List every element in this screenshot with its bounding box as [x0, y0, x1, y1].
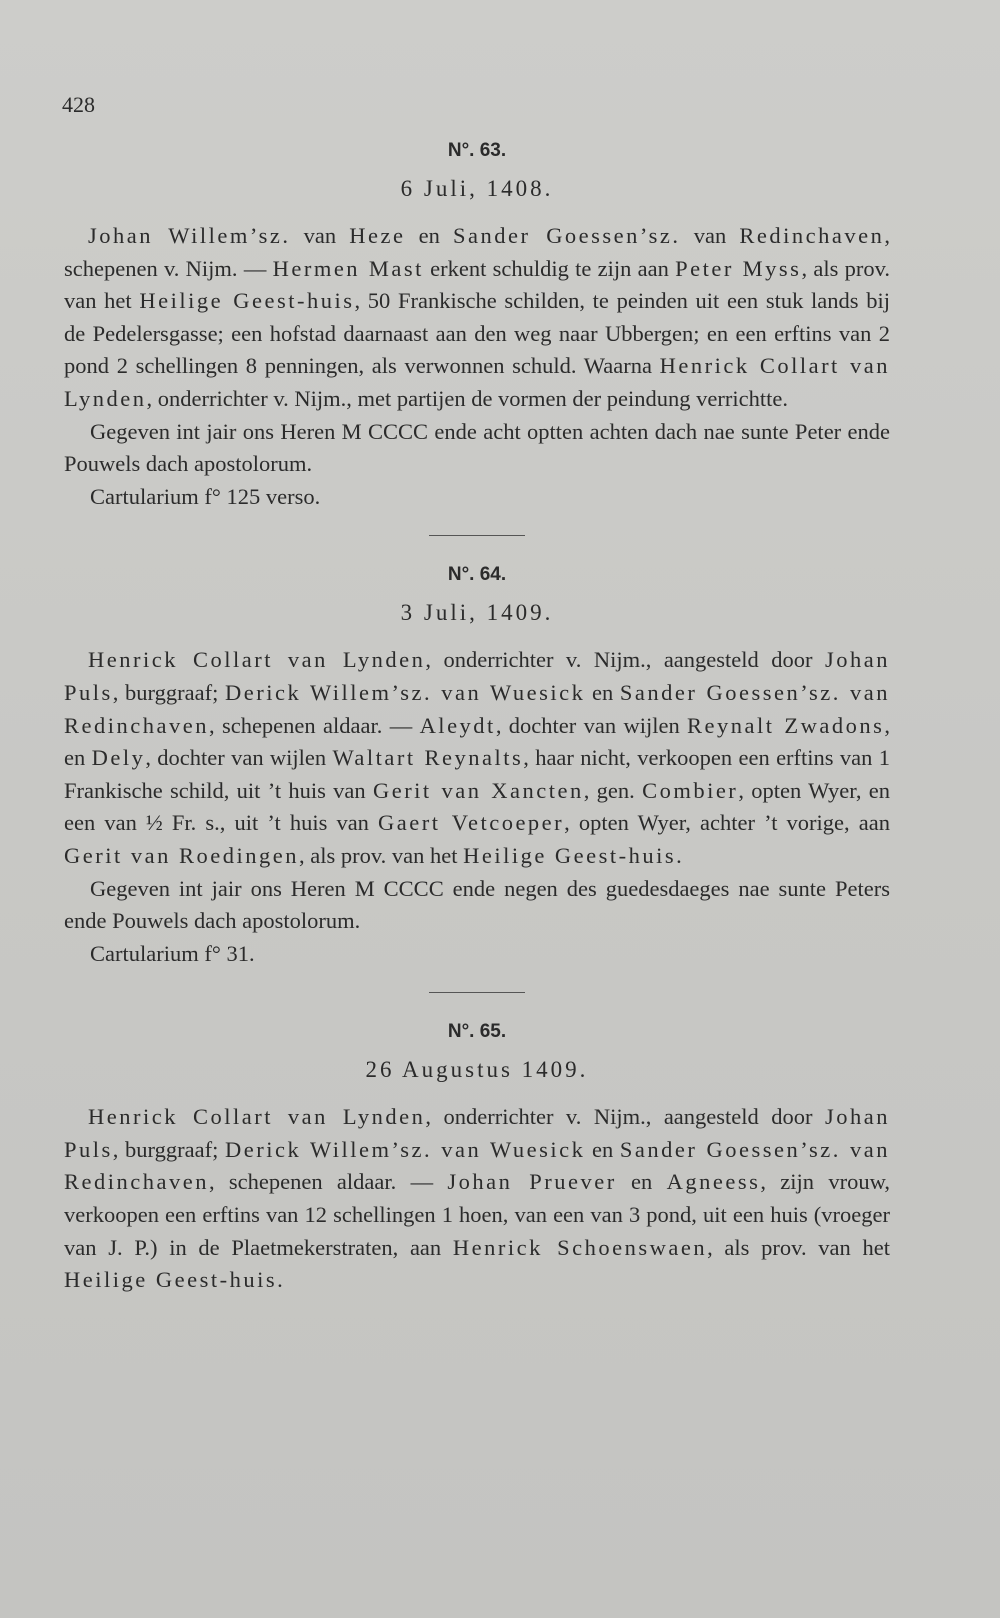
spaced-name: Reynalt Zwadons [687, 712, 885, 738]
entry-65 [64, 1021, 890, 1297]
body-text: , 50 Frankische schilden, te peinden uit een stuk lands bij de Pedelersgasse; een hofstad daarnaast aan den weg naar Ubbergen; en een erftins van 2 pond 2 schellingen 8 penningen, als verwonnen schuld. Waarna [64, 288, 890, 379]
body-text: . [676, 842, 682, 868]
spaced-name: Henrick Collart van Lynden [64, 353, 890, 411]
spaced-name: Agneess [666, 1169, 761, 1195]
entry-body [64, 1101, 890, 1297]
spaced-name: Peter Myss [675, 255, 802, 281]
spaced-name: Heze [349, 223, 406, 248]
body-text: , burggraaf; [112, 679, 225, 705]
spaced-name: Henrick Collart van Lynden [88, 1104, 426, 1130]
body-text: , en [64, 712, 890, 771]
body-text: , als prov. van het [64, 255, 891, 314]
entry-body [64, 644, 890, 872]
body-text: , dochter van wijlen [145, 745, 333, 771]
spaced-name: Sander Goessen’sz. van Redinchaven [64, 1136, 890, 1195]
spaced-name: Gerit van Roedingen [64, 842, 299, 868]
spaced-name: Redinchaven [739, 223, 885, 248]
body-text: , gen. [583, 777, 643, 803]
spaced-name: Henrick Schoenswaen [452, 1234, 708, 1260]
spaced-name: Johan Puls [64, 1104, 890, 1162]
spaced-name: Heilige Geest-huis [139, 288, 355, 314]
body-text: en [405, 223, 454, 248]
spaced-name: Heilige Geest-huis [64, 1267, 278, 1293]
section-divider [429, 992, 525, 993]
body-text: , dochter van wijlen [495, 712, 688, 738]
body-text: , als prov. van het [707, 1234, 891, 1260]
spaced-name: Johan Willem’sz. [88, 223, 291, 248]
page-content [64, 140, 890, 1297]
body-text: , burggraaf; [112, 1136, 225, 1162]
spaced-name: Hermen Mast [272, 255, 424, 281]
spaced-name: Johan Puls [64, 647, 890, 705]
body-text: erkent schuldig te zijn aan [423, 255, 676, 281]
body-text: , onderrichter v. Nijm., aangesteld door [425, 647, 825, 673]
entry-dating: Gegeven int jair ons Heren M CCCC ende negen des guedesdaeges nae sunte Peters ende Pouwels dach apostolorum. [64, 875, 890, 934]
body-text: , opten Wyer, achter ’t vorige, aan [564, 810, 890, 836]
spaced-name: Waltart Reynalts [332, 745, 524, 771]
spaced-name: Dely [91, 745, 146, 771]
body-text: , schepenen aldaar. — [208, 712, 420, 738]
spaced-name: Gaert Vetcoeper [378, 810, 565, 836]
entry-64 [64, 564, 890, 970]
entry-number: N°. 64. [447, 564, 507, 586]
spaced-name: Aleydt [419, 712, 496, 738]
body-text: , onderrichter v. Nijm., aangesteld door [425, 1104, 825, 1130]
spaced-name: Derick Willem’sz. van Wuesick [225, 679, 586, 705]
page-number: 428 [62, 92, 95, 117]
section-divider [429, 535, 525, 536]
body-text: en [616, 1169, 667, 1195]
entry-body [64, 220, 890, 416]
body-text: en [585, 679, 620, 705]
entry-date: 6 Juli, 1408. [400, 176, 554, 201]
entry-dating: Gegeven int jair ons Heren M CCCC ende acht optten achten dach nae sunte Peter ende Pouwels dach apostolorum. [64, 418, 890, 477]
body-text: , als prov. van het [298, 842, 464, 868]
body-text: , zijn vrouw, verkoopen een erftins van 12 schellingen 1 hoen, van een van 3 pond, uit een huis (vroeger van J. P.) in de Plaetmekerstraten, aan [64, 1169, 891, 1260]
body-text: , onderrichter v. Nijm., met partijen de vormen der peindung verrichtte. [146, 385, 788, 411]
body-text: , opten Wyer, en een van ½ Fr. s., uit ’t huis van [64, 777, 890, 836]
body-text: van [680, 223, 740, 248]
body-text: , schepenen v. Nijm. — [64, 223, 890, 281]
spaced-name: Sander Goessen’sz. [453, 223, 681, 248]
body-text: . [277, 1267, 283, 1293]
body-text: , haar nicht, verkoopen een erftins van 1 Frankische schild, uit ’t huis van [64, 745, 890, 803]
spaced-name: Henrick Collart van Lynden [88, 647, 426, 673]
entry-source: Cartularium f° 31. [90, 940, 255, 966]
entry-63 [64, 140, 890, 513]
body-text: , schepenen aldaar. — [208, 1169, 448, 1195]
spaced-name: Combier [642, 777, 739, 803]
body-text: van [290, 223, 350, 248]
spaced-name: Johan Pruever [447, 1169, 617, 1195]
spaced-name: Heilige Geest-huis [463, 842, 677, 868]
spaced-name: Sander Goessen’sz. van Redinchaven [64, 679, 890, 738]
body-text: en [585, 1136, 620, 1162]
entry-source: Cartularium f° 125 verso. [90, 483, 321, 509]
entry-number: N°. 63. [447, 140, 507, 161]
entry-date: 26 Augustus 1409. [365, 1057, 589, 1083]
spaced-name: Gerit van Xancten [372, 777, 584, 803]
entry-number: N°. 65. [447, 1021, 507, 1043]
spaced-name: Derick Willem’sz. van Wuesick [225, 1136, 586, 1162]
entry-date: 3 Juli, 1409. [400, 600, 554, 626]
